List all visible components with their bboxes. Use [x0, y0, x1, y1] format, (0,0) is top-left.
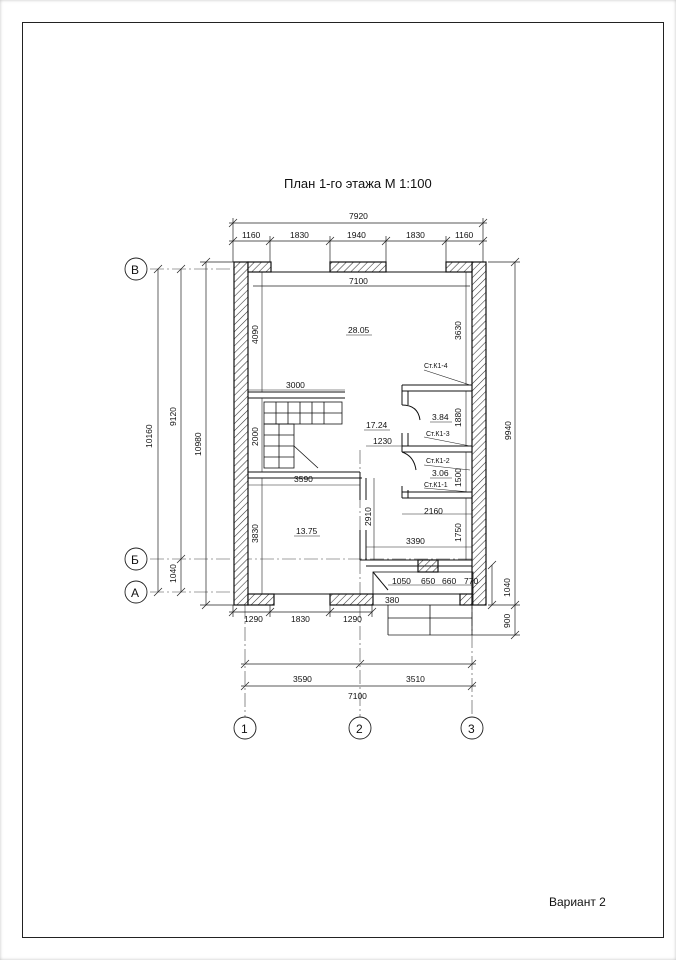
- area-closet-1: 3.84: [432, 412, 449, 422]
- dim-3830: 3830: [250, 524, 260, 543]
- dim-2910: 2910: [363, 507, 373, 526]
- label-k12: Ст.К1-2: [426, 458, 450, 465]
- area-room: 13.75: [296, 526, 318, 536]
- dim-top-seg-1: 1160: [242, 230, 261, 240]
- axis-lines: [150, 269, 480, 717]
- dim-left-3: 10980: [193, 432, 203, 456]
- label-k13: Ст.К1-3: [426, 431, 450, 438]
- dim-right-3: 900: [502, 613, 512, 628]
- dim-left-2: 9120: [168, 407, 178, 426]
- label-k14: Ст.К1-4: [424, 363, 448, 370]
- dim-top-seg-5: 1160: [455, 230, 474, 240]
- dim-1230: 1230: [373, 436, 392, 446]
- axis-marker-b: Б: [131, 553, 139, 567]
- dim-1050: 1050: [392, 576, 411, 586]
- dim-right-1: 9940: [503, 421, 513, 440]
- axis-marker-3: 3: [468, 722, 475, 736]
- dim-bottom-seg-3: 1290: [343, 614, 362, 624]
- dim-top-overall: 7920: [349, 211, 368, 221]
- dim-left-1: 10160: [144, 424, 154, 448]
- dim-inner-width: 7100: [349, 276, 368, 286]
- axis-marker-1: 1: [241, 722, 248, 736]
- label-k11: Ст.К1-1: [424, 482, 448, 489]
- dim-bottom-axis-1: 3590: [293, 674, 312, 684]
- dim-2160: 2160: [424, 506, 443, 516]
- dim-bottom-overall: 7100: [348, 691, 367, 701]
- dim-380: 380: [385, 595, 400, 605]
- dim-660: 660: [442, 576, 457, 586]
- area-living: 28.05: [348, 325, 370, 335]
- axis-marker-a: А: [131, 586, 140, 600]
- staircase: [264, 402, 342, 468]
- dim-bottom-seg-1: 1290: [244, 614, 263, 624]
- dim-top-seg-3: 1940: [347, 230, 366, 240]
- axis-marker-2: 2: [356, 722, 363, 736]
- area-closet-2: 3.06: [432, 468, 449, 478]
- dim-3390: 3390: [406, 536, 425, 546]
- plan-title: План 1-го этажа М 1:100: [284, 176, 432, 191]
- dim-bottom-seg-2: 1830: [291, 614, 310, 624]
- dim-bottom-axis-2: 3510: [406, 674, 425, 684]
- dim-3590: 3590: [294, 474, 313, 484]
- dim-770: 770: [464, 576, 479, 586]
- dim-right-2: 1040: [502, 578, 512, 597]
- dim-4090: 4090: [250, 325, 260, 344]
- dim-3000: 3000: [286, 380, 305, 390]
- variant-label: Вариант 2: [549, 895, 606, 909]
- dim-3630: 3630: [453, 321, 463, 340]
- dim-left-1040: 1040: [168, 564, 178, 583]
- dim-2000: 2000: [250, 427, 260, 446]
- axis-marker-v: В: [131, 263, 140, 277]
- dim-1880: 1880: [453, 408, 463, 427]
- dim-1750: 1750: [453, 523, 463, 542]
- dim-1500: 1500: [453, 468, 463, 487]
- dim-650: 650: [421, 576, 436, 586]
- area-hall: 17.24: [366, 420, 388, 430]
- dim-top-seg-4: 1830: [406, 230, 425, 240]
- dim-top-seg-2: 1830: [290, 230, 309, 240]
